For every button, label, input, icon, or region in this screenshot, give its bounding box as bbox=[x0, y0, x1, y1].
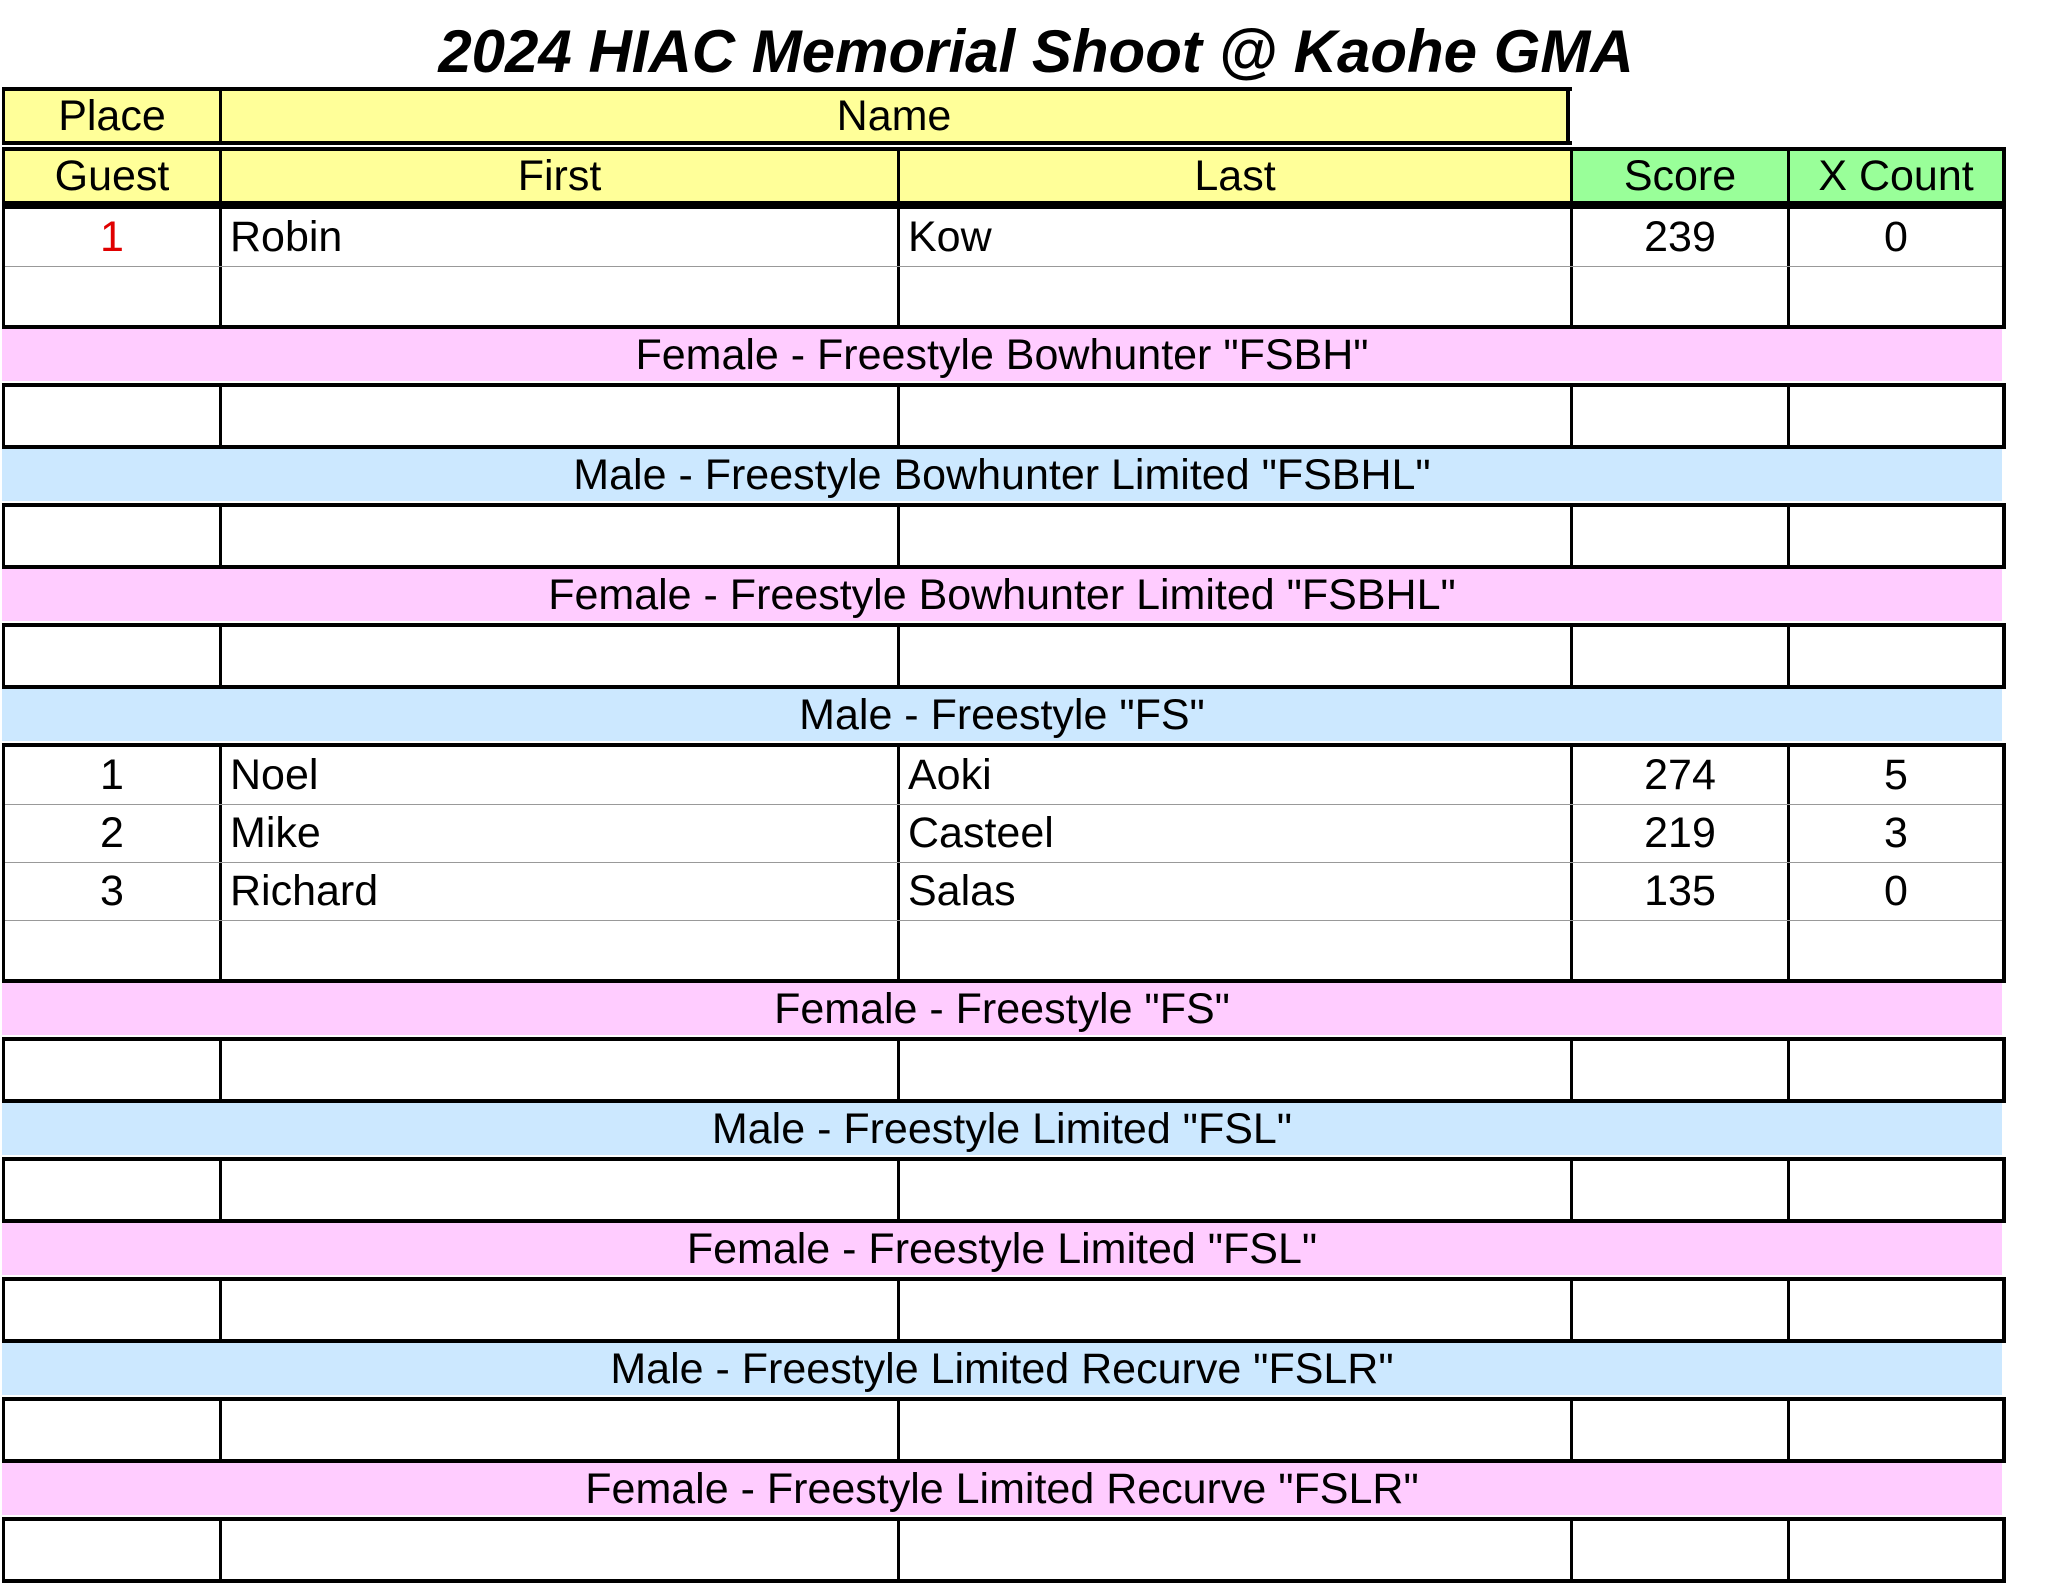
first-name-cell bbox=[219, 267, 897, 325]
x-count-cell bbox=[1787, 921, 2002, 979]
category-header: Male - Freestyle Limited "FSL" bbox=[2, 1103, 2002, 1155]
header-first: First bbox=[219, 151, 897, 201]
x-count-cell: 3 bbox=[1787, 805, 2002, 862]
category-header: Female - Freestyle Limited "FSL" bbox=[2, 1223, 2002, 1275]
last-name-cell bbox=[897, 507, 1570, 565]
table-row bbox=[5, 1521, 2002, 1579]
category-block bbox=[2, 623, 2006, 689]
score-cell bbox=[1570, 627, 1787, 685]
category-header: Female - Freestyle Bowhunter Limited "FSBHL" bbox=[2, 569, 2002, 621]
last-name-cell bbox=[897, 1401, 1570, 1459]
last-name-cell bbox=[897, 921, 1570, 979]
x-count-cell bbox=[1787, 507, 2002, 565]
place-cell: 2 bbox=[100, 809, 124, 857]
first-name-cell bbox=[219, 627, 897, 685]
first-name-cell: Richard bbox=[219, 863, 897, 920]
last-name-cell bbox=[897, 1041, 1570, 1099]
category-block bbox=[2, 1397, 2006, 1463]
place-cell: 3 bbox=[100, 867, 124, 915]
first-name-cell bbox=[219, 1041, 897, 1099]
score-cell: 239 bbox=[1570, 209, 1787, 266]
first-name-cell: Mike bbox=[219, 805, 897, 862]
table-row bbox=[5, 387, 2002, 445]
first-name-cell bbox=[219, 387, 897, 445]
category-header: Male - Freestyle Bowhunter Limited "FSBHL" bbox=[2, 449, 2002, 501]
place-cell: 1 bbox=[100, 213, 124, 261]
score-cell bbox=[1570, 921, 1787, 979]
x-count-cell bbox=[1787, 1161, 2002, 1219]
first-name-cell bbox=[219, 1281, 897, 1339]
header-last: Last bbox=[897, 151, 1570, 201]
x-count-cell bbox=[1787, 387, 2002, 445]
place-cell bbox=[5, 627, 219, 685]
header-guest: Guest bbox=[2, 151, 219, 201]
table-row bbox=[5, 507, 2002, 565]
x-count-cell: 0 bbox=[1787, 209, 2002, 266]
category-block bbox=[2, 1517, 2006, 1583]
category-block bbox=[2, 503, 2006, 569]
score-cell: 274 bbox=[1570, 747, 1787, 804]
place-cell bbox=[5, 507, 219, 565]
first-name-cell: Robin bbox=[219, 209, 897, 266]
header-name: Name bbox=[219, 91, 1570, 141]
last-name-cell bbox=[897, 1161, 1570, 1219]
table-row bbox=[5, 863, 2002, 921]
table-row bbox=[5, 627, 2002, 685]
header-row-columns bbox=[2, 147, 2006, 205]
header-x-count: X Count bbox=[1787, 151, 2006, 201]
place-cell bbox=[5, 1281, 219, 1339]
place-cell bbox=[5, 1401, 219, 1459]
table-row bbox=[5, 921, 2002, 979]
place-cell bbox=[5, 1041, 219, 1099]
header-score: Score bbox=[1570, 151, 1787, 201]
score-cell bbox=[1570, 267, 1787, 325]
x-count-cell bbox=[1787, 1401, 2002, 1459]
score-cell bbox=[1570, 1161, 1787, 1219]
header-place: Place bbox=[2, 91, 219, 141]
guest-block bbox=[2, 205, 2006, 329]
table-row bbox=[5, 1281, 2002, 1339]
place-cell bbox=[5, 387, 219, 445]
category-block bbox=[2, 383, 2006, 449]
x-count-cell bbox=[1787, 267, 2002, 325]
category-header: Female - Freestyle Limited Recurve "FSLR" bbox=[2, 1463, 2002, 1515]
first-name-cell bbox=[219, 921, 897, 979]
score-cell bbox=[1570, 1281, 1787, 1339]
score-cell bbox=[1570, 1521, 1787, 1579]
table-row bbox=[5, 1161, 2002, 1219]
x-count-cell: 0 bbox=[1787, 863, 2002, 920]
header-row-top bbox=[2, 87, 1572, 145]
category-block bbox=[2, 743, 2006, 983]
x-count-cell bbox=[1787, 1281, 2002, 1339]
last-name-cell bbox=[897, 1521, 1570, 1579]
first-name-cell bbox=[219, 1401, 897, 1459]
table-row bbox=[5, 805, 2002, 863]
last-name-cell bbox=[897, 627, 1570, 685]
category-header: Female - Freestyle Bowhunter "FSBH" bbox=[2, 329, 2002, 381]
place-cell bbox=[5, 267, 219, 325]
last-name-cell bbox=[897, 267, 1570, 325]
place-cell bbox=[5, 1161, 219, 1219]
place-cell: 1 bbox=[100, 751, 124, 799]
category-header: Male - Freestyle Limited Recurve "FSLR" bbox=[2, 1343, 2002, 1395]
category-header: Male - Freestyle "FS" bbox=[2, 689, 2002, 741]
table-row bbox=[5, 209, 2002, 267]
place-cell bbox=[5, 921, 219, 979]
category-block bbox=[2, 1037, 2006, 1103]
score-cell: 135 bbox=[1570, 863, 1787, 920]
category-header: Female - Freestyle "FS" bbox=[2, 983, 2002, 1035]
last-name-cell: Salas bbox=[897, 863, 1570, 920]
score-cell: 219 bbox=[1570, 805, 1787, 862]
page-title: 2024 HIAC Memorial Shoot @ Kaohe GMA bbox=[438, 18, 1634, 85]
last-name-cell: Kow bbox=[897, 209, 1570, 266]
first-name-cell bbox=[219, 1521, 897, 1579]
place-cell bbox=[5, 1521, 219, 1579]
category-block bbox=[2, 1277, 2006, 1343]
score-cell bbox=[1570, 1041, 1787, 1099]
x-count-cell bbox=[1787, 1521, 2002, 1579]
last-name-cell: Casteel bbox=[897, 805, 1570, 862]
x-count-cell bbox=[1787, 627, 2002, 685]
x-count-cell bbox=[1787, 1041, 2002, 1099]
last-name-cell bbox=[897, 387, 1570, 445]
score-cell bbox=[1570, 387, 1787, 445]
x-count-cell: 5 bbox=[1787, 747, 2002, 804]
last-name-cell bbox=[897, 1281, 1570, 1339]
first-name-cell bbox=[219, 507, 897, 565]
score-cell bbox=[1570, 1401, 1787, 1459]
category-block bbox=[2, 1157, 2006, 1223]
table-row bbox=[5, 267, 2002, 325]
score-cell bbox=[1570, 507, 1787, 565]
first-name-cell: Noel bbox=[219, 747, 897, 804]
table-row bbox=[5, 1041, 2002, 1099]
first-name-cell bbox=[219, 1161, 897, 1219]
table-row bbox=[5, 747, 2002, 805]
last-name-cell: Aoki bbox=[897, 747, 1570, 804]
table-row bbox=[5, 1401, 2002, 1459]
